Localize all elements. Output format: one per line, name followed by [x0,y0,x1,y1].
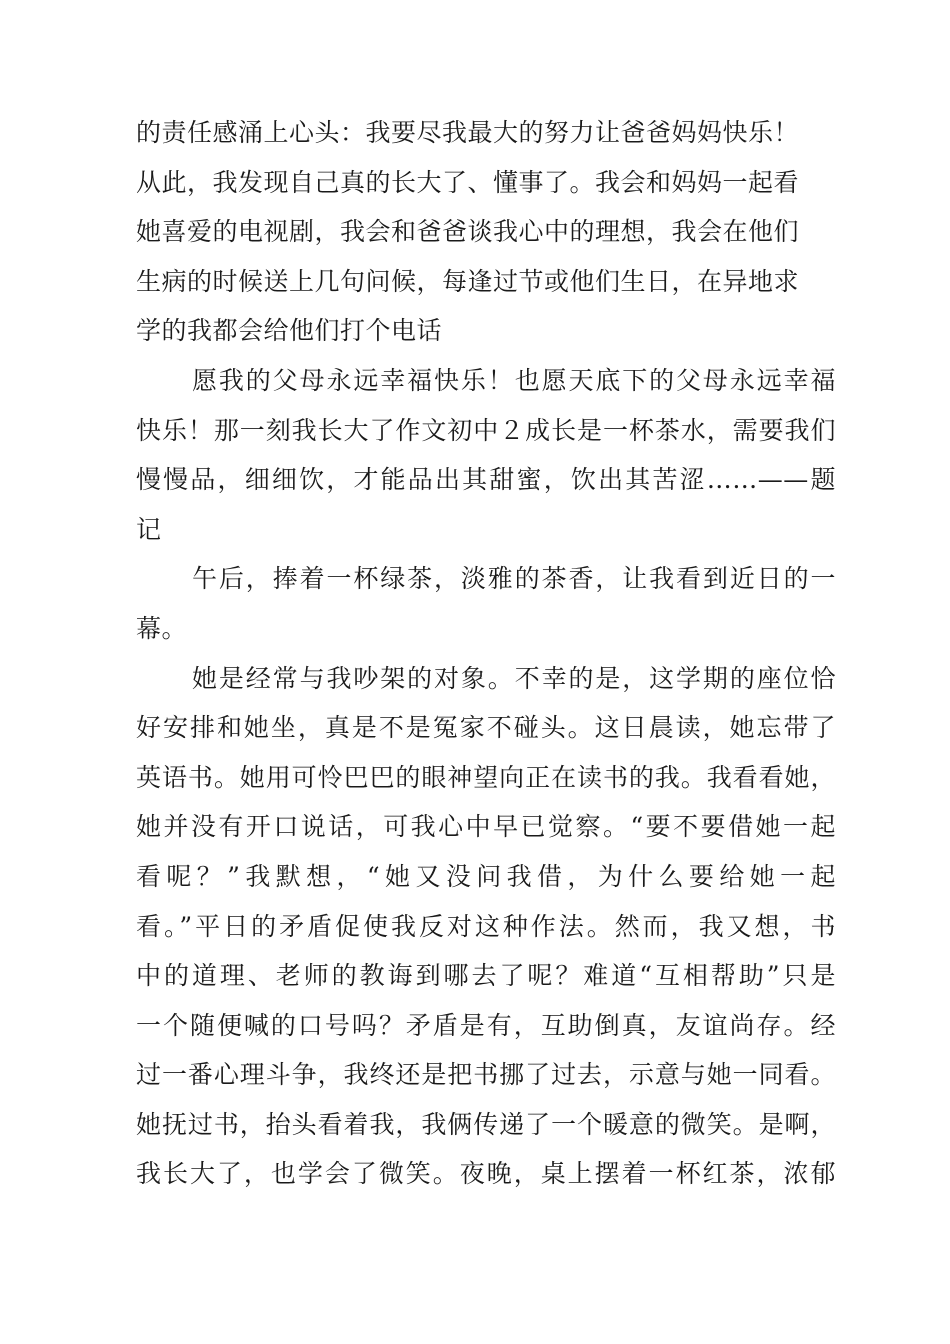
text-line: 她并没有开口说话，可我心中早已觉察。“要不要借她一起 [136,812,836,842]
text-line: 快乐！那一刻我长大了作文初中２成长是一杯茶水，需要我们 [136,415,836,445]
text-line: 午后，捧着一杯绿茶，淡雅的茶香，让我看到近日的一 [192,564,836,594]
text-line: 中的道理、老师的教诲到哪去了呢？难道“互相帮助”只是 [136,961,836,991]
text-line: 的责任感涌上心头：我要尽我最大的努力让爸爸妈妈快乐！ [136,118,800,147]
text-line: 从此，我发现自己真的长大了、懂事了。我会和妈妈一起看 [136,167,800,197]
text-line: 一个随便喊的口号吗？矛盾是有，互助倒真，友谊尚存。经 [136,1010,836,1040]
text-line: 愿我的父母永远幸福快乐！也愿天底下的父母永远幸福 [192,365,836,395]
text-line: 看呢？”我默想，“她又没问我借，为什么要给她一起 [136,861,836,891]
text-line: 学的我都会给他们打个电话 [136,316,443,346]
text-line: 她是经常与我吵架的对象。不幸的是，这学期的座位恰 [192,663,836,693]
text-line: 幕。 [136,613,188,643]
text-line: 过一番心理斗争，我终还是把书挪了过去，示意与她一同看。 [136,1060,836,1090]
text-line: 英语书。她用可怜巴巴的眼神望向正在读书的我。我看看她， [136,762,836,792]
text-line: 看。”平日的矛盾促使我反对这种作法。然而，我又想，书 [136,911,836,941]
text-line: 我长大了，也学会了微笑。夜晚，桌上摆着一杯红茶，浓郁 [136,1159,836,1189]
text-line: 生病的时候送上几句问候，每逢过节或他们生日，在异地求 [136,266,800,296]
text-line: 慢慢品，细细饮，才能品出其甜蜜，饮出其苦涩……——题 [136,465,836,495]
text-line: 她喜爱的电视剧，我会和爸爸谈我心中的理想，我会在他们 [136,217,800,247]
text-line: 好安排和她坐，真是不是冤家不碰头。这日晨读，她忘带了 [136,713,836,743]
text-line: 她抚过书，抬头看着我，我俩传递了一个暖意的微笑。是啊， [136,1109,836,1139]
body-text [136,108,836,1199]
text-line: 记 [136,514,162,544]
